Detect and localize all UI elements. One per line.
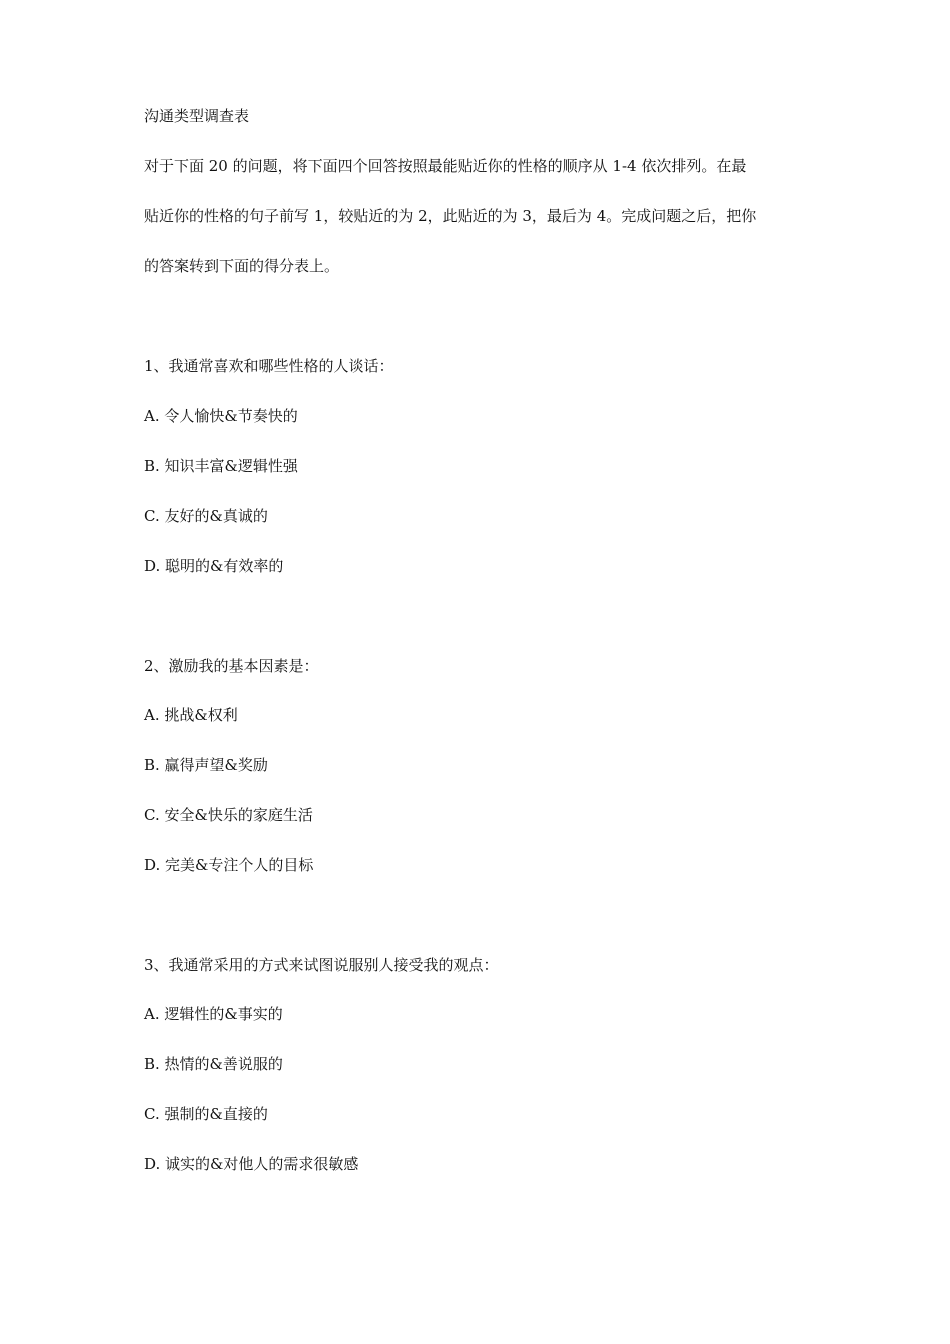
intro-line-1: 对于下面 20 的问题，将下面四个回答按照最能贴近你的性格的顺序从 1-4 依次排列。在最 — [144, 157, 747, 175]
question-3-option-a: A. 逻辑性的&事实的 — [144, 1005, 283, 1023]
question-3-option-d: D. 诚实的&对他人的需求很敏感 — [144, 1155, 359, 1173]
document-title: 沟通类型调查表 — [144, 107, 250, 125]
question-2-prompt: 2、激励我的基本因素是： — [144, 657, 319, 675]
question-3-option-c: C. 强制的&直接的 — [144, 1105, 268, 1123]
question-3-option-b: B. 热情的&善说服的 — [144, 1055, 283, 1073]
question-1-option-c: C. 友好的&真诚的 — [144, 507, 268, 525]
question-2-option-a: A. 挑战&权利 — [144, 706, 238, 724]
intro-line-3: 的答案转到下面的得分表上。 — [144, 257, 340, 275]
question-2-option-b: B. 赢得声望&奖励 — [144, 756, 268, 774]
question-1-prompt: 1、我通常喜欢和哪些性格的人谈话： — [144, 357, 394, 375]
question-3-prompt: 3、我通常采用的方式来试图说服别人接受我的观点： — [144, 956, 499, 974]
question-2-option-c: C. 安全&快乐的家庭生活 — [144, 806, 313, 824]
question-1-option-a: A. 令人愉快&节奏快的 — [144, 407, 298, 425]
intro-line-2: 贴近你的性格的句子前写 1，较贴近的为 2，此贴近的为 3，最后为 4。完成问题之后，把你 — [144, 207, 757, 225]
question-2-option-d: D. 完美&专注个人的目标 — [144, 856, 314, 874]
question-1-option-d: D. 聪明的&有效率的 — [144, 557, 284, 575]
question-1-option-b: B. 知识丰富&逻辑性强 — [144, 457, 298, 475]
